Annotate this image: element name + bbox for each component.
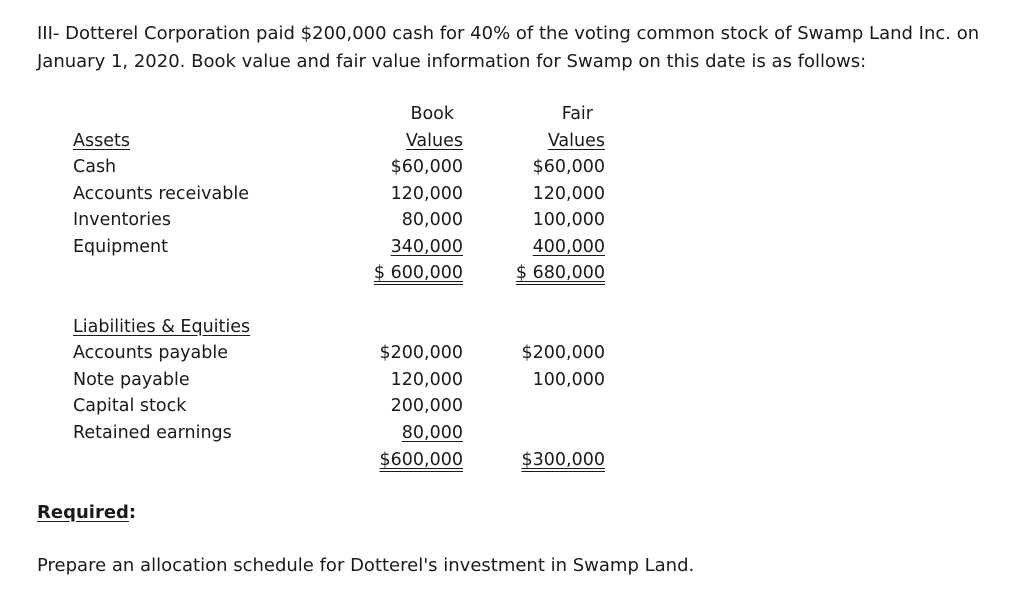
book-header-bottom: Values (405, 131, 463, 151)
asset-label-equipment: Equipment (73, 237, 168, 257)
fair-header-top: Fair (561, 104, 593, 124)
asset-book-total: $ 600,000 (373, 263, 463, 283)
intro-line-1: III- Dotterel Corporation paid $200,000 cash for 40% of the voting common stock of Swamp Land Inc. on (37, 23, 980, 44)
asset-book-inventories: 80,000 (401, 210, 463, 230)
asset-book-receivable: 120,000 (390, 184, 463, 204)
fair-header-bottom: Values (547, 131, 605, 151)
asset-fair-receivable: 120,000 (532, 184, 605, 204)
required-heading (37, 500, 136, 526)
liab-label-retained: Retained earnings (73, 423, 232, 443)
task-instruction: Prepare an allocation schedule for Dotterel's investment in Swamp Land. (37, 555, 695, 576)
liabilities-heading: Liabilities & Equities (73, 317, 251, 337)
asset-fair-inventories: 100,000 (532, 210, 605, 230)
asset-fair-cash: $60,000 (532, 157, 605, 177)
liab-fair-total: $300,000 (521, 450, 605, 470)
asset-book-cash: $60,000 (390, 157, 463, 177)
liab-book-note: 120,000 (390, 370, 463, 390)
liab-book-retained: 80,000 (401, 423, 463, 443)
asset-fair-total: $ 680,000 (515, 263, 605, 283)
liab-book-payable: $200,000 (379, 343, 463, 363)
liab-book-capital: 200,000 (390, 396, 463, 416)
problem-statement (37, 20, 997, 76)
asset-label-cash: Cash (73, 157, 117, 177)
liab-label-payable: Accounts payable (73, 343, 228, 363)
required-colon: : (128, 502, 137, 523)
liab-book-total: $600,000 (379, 450, 463, 470)
intro-line-2: January 1, 2020. Book value and fair value information for Swamp on this date is as follows: (37, 51, 867, 72)
asset-book-equipment: 340,000 (390, 237, 463, 257)
liab-fair-note: 100,000 (532, 370, 605, 390)
liab-label-note: Note payable (73, 370, 190, 390)
assets-heading: Assets (73, 131, 130, 151)
required-label: Required (37, 502, 129, 523)
asset-fair-equipment: 400,000 (532, 237, 605, 257)
liab-label-capital: Capital stock (73, 396, 187, 416)
asset-label-inventories: Inventories (73, 210, 171, 230)
asset-label-receivable: Accounts receivable (73, 184, 249, 204)
book-header-top: Book (410, 104, 454, 124)
liab-fair-payable: $200,000 (521, 343, 605, 363)
